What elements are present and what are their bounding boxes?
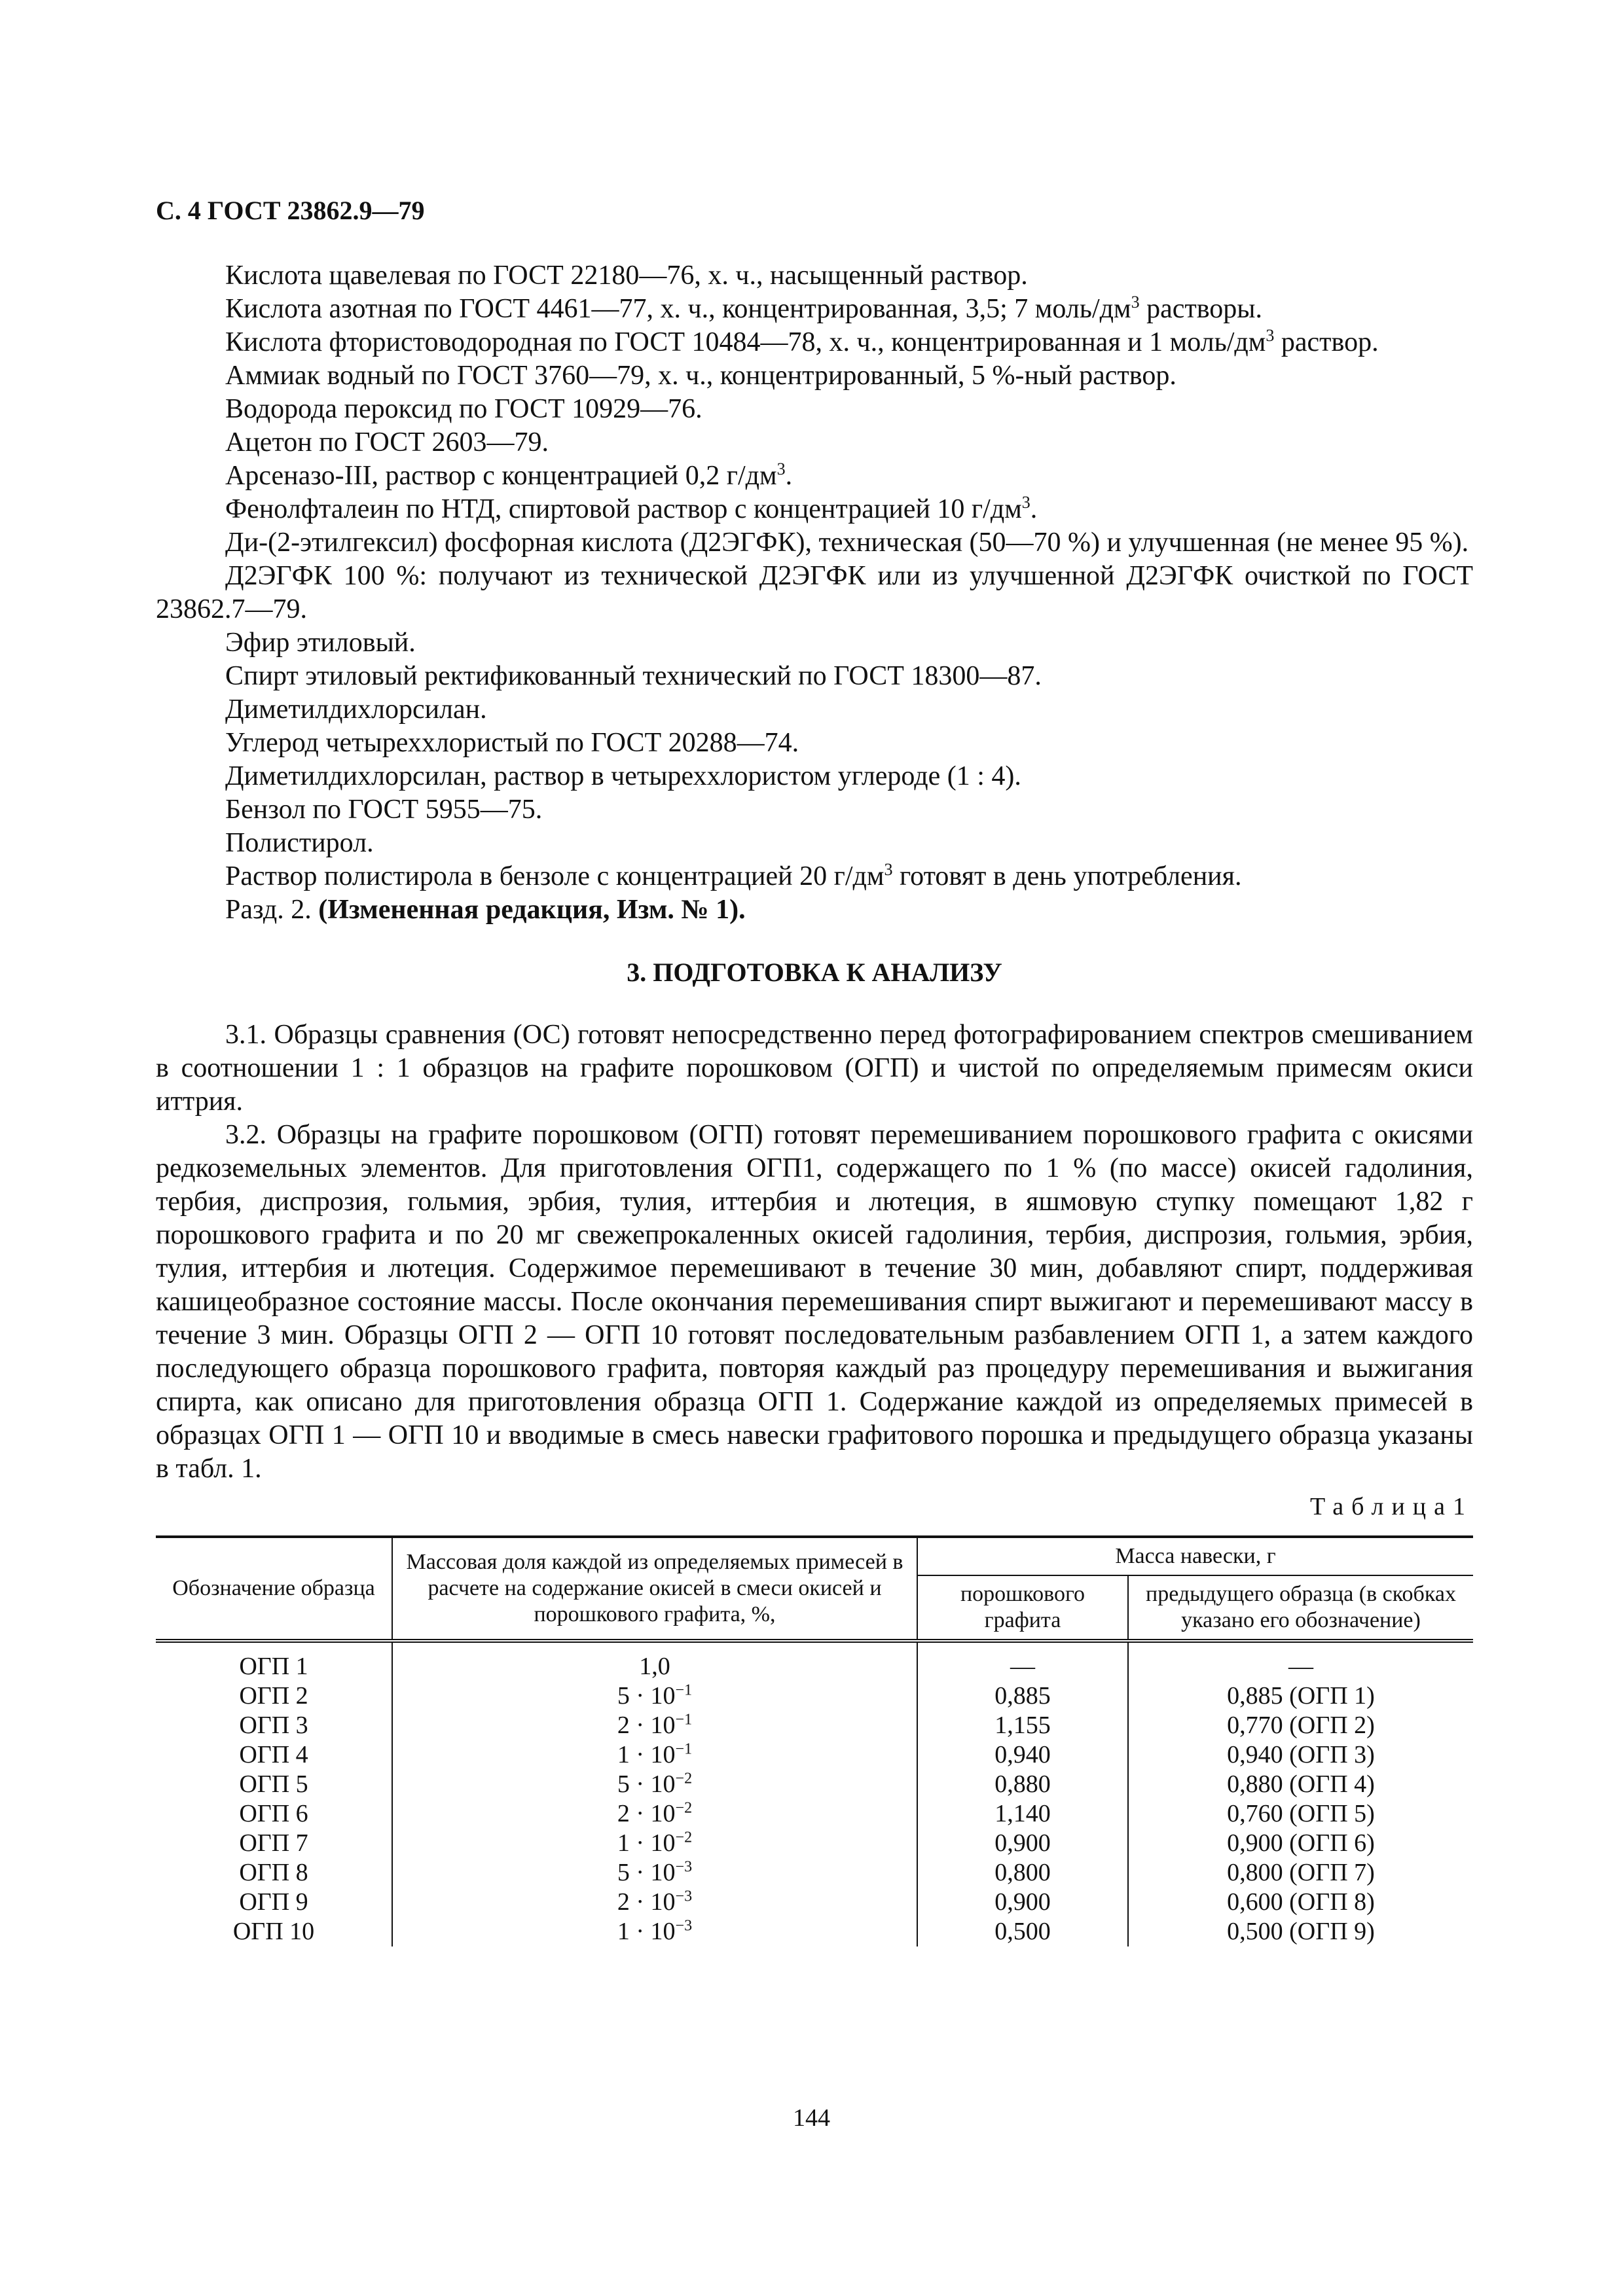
- cell-graphite-mass: 0,900: [917, 1888, 1128, 1917]
- superscript: 3: [1266, 326, 1275, 345]
- cell-previous-sample-mass: 0,880 (ОГП 4): [1128, 1770, 1473, 1799]
- reagent-text: Бензол по ГОСТ 5955—75.: [225, 795, 543, 825]
- cell-graphite-mass: 0,940: [917, 1740, 1128, 1770]
- reagent-text: Полистирол.: [225, 828, 374, 858]
- cell-graphite-mass: 1,140: [917, 1799, 1128, 1829]
- mass-fraction-base: 1 · 10: [617, 1829, 676, 1857]
- table-row: [156, 1829, 1473, 1858]
- mass-fraction-exponent: −1: [675, 1711, 693, 1729]
- mass-fraction-base: 1 · 10: [617, 1741, 676, 1768]
- superscript: 3: [884, 860, 893, 879]
- reagent-line: [156, 459, 1473, 493]
- mass-fraction-base: 2 · 10: [617, 1888, 676, 1916]
- reagent-text: растворы.: [1139, 294, 1262, 324]
- cell-mass-fraction: [392, 1829, 917, 1858]
- reagent-line: [156, 293, 1473, 326]
- cell-designation: ОГП 4: [239, 1741, 308, 1768]
- cell-previous-sample-mass: 0,600 (ОГП 8): [1128, 1888, 1473, 1917]
- mass-fraction-exponent: −3: [675, 1858, 693, 1876]
- reagent-text: раствор.: [1274, 327, 1379, 357]
- cell-mass-fraction: [392, 1917, 917, 1946]
- section-title: 3. ПОДГОТОВКА К АНАЛИЗУ: [627, 958, 1002, 987]
- cell-previous-sample-mass: 0,760 (ОГП 5): [1128, 1799, 1473, 1829]
- reagent-line: [156, 726, 1473, 760]
- reagents-list: [156, 259, 1473, 927]
- cell-designation: ОГП 3: [239, 1712, 308, 1739]
- mass-fraction-exponent: −2: [675, 1829, 693, 1846]
- mass-fraction-exponent: −3: [675, 1917, 693, 1935]
- table-row: [156, 1917, 1473, 1946]
- reagent-line: [156, 827, 1473, 860]
- cell-designation: ОГП 5: [239, 1770, 308, 1798]
- mass-fraction-base: 2 · 10: [617, 1712, 676, 1739]
- reagent-text: Д2ЭГФК 100 %: получают из технической Д2ЭГФК или из улучшенной Д2ЭГФК очисткой по ГОСТ 23862.7—79.: [156, 561, 1473, 624]
- reagent-text: Кислота азотная по ГОСТ 4461—77, х. ч., концентрированная, 3,5; 7 моль/дм: [225, 294, 1131, 324]
- paragraph-3-2: 3.2. Образцы на графите порошковом (ОГП) готовят перемешиванием порошкового графита с окисями редкоземельных элементов. Для приготовления ОГП1, содержащего по 1 % (по массе) окисей гадолиния, тербия, диспрозия, гольмия, эрбия, тулия, иттербия и лютеция, в яшмовую ступку помещают 1,82 г порошкового графита и по 20 мг свежепрокаленных окисей гадолиния, тербия, диспрозия, гольмия, эрбия, тулия, иттербия и лютеция. Содержимое перемешивают в течение 30 мин, добавляют спирт, поддерживая кашицеобразное состояние массы. После окончания перемешивания спирт выжигают и перемешивают массу в течение 3 мин. Образцы ОГП 2 — ОГП 10 готовят последовательным разбавлением ОГП 1, а затем каждого последующего образца порошкового графита, повторяя каждый раз процедуру перемешивания и выжигания спирта, как описано для приготовления образца ОГП 1. Содержание каждой из определяемых примесей в образцах ОГП 1 — ОГП 10 и вводимые в смесь навески графитового порошка и предыдущего образца указаны в табл. 1.: [156, 1120, 1473, 1484]
- cell-graphite-mass: 1,155: [917, 1711, 1128, 1740]
- reagent-text: готовят в день употребления.: [892, 861, 1242, 891]
- cell-mass-fraction: [392, 1770, 917, 1799]
- reagent-line: [156, 326, 1473, 359]
- mass-fraction-base: 5 · 10: [617, 1770, 676, 1798]
- samples-table: [156, 1535, 1473, 1946]
- superscript: 3: [776, 459, 786, 478]
- table-row: [156, 1858, 1473, 1888]
- cell-graphite-mass: 0,800: [917, 1858, 1128, 1888]
- reagent-text: .: [785, 461, 793, 491]
- cell-previous-sample-mass: 0,900 (ОГП 6): [1128, 1829, 1473, 1858]
- reagent-text: .: [1030, 494, 1038, 524]
- reagent-line: [156, 560, 1473, 626]
- cell-designation: ОГП 2: [239, 1682, 308, 1710]
- amendment-prefix: Разд. 2.: [225, 895, 319, 925]
- page-number: 144: [793, 2104, 830, 2132]
- table-row: [156, 1740, 1473, 1770]
- reagent-line: [156, 760, 1473, 793]
- cell-previous-sample-mass: 0,770 (ОГП 2): [1128, 1711, 1473, 1740]
- cell-graphite-mass: 0,900: [917, 1829, 1128, 1858]
- amendment-text: (Измененная редакция, Изм. № 1).: [318, 895, 746, 925]
- cell-mass-fraction: [392, 1681, 917, 1711]
- cell-graphite-mass: 0,880: [917, 1770, 1128, 1799]
- table-row: [156, 1711, 1473, 1740]
- table-row: [156, 1770, 1473, 1799]
- cell-previous-sample-mass: 0,940 (ОГП 3): [1128, 1740, 1473, 1770]
- reagent-text: Спирт этиловый ректификованный технический по ГОСТ 18300—87.: [225, 661, 1042, 691]
- reagent-line: [156, 693, 1473, 726]
- cell-graphite-mass: —: [917, 1641, 1128, 1681]
- table-caption: Таблица1: [1309, 1493, 1473, 1520]
- table-body: [156, 1641, 1473, 1946]
- cell-designation: ОГП 8: [239, 1859, 308, 1886]
- mass-fraction-base: 2 · 10: [617, 1800, 676, 1827]
- document-header: С. 4 ГОСТ 23862.9—79: [156, 196, 425, 225]
- reagent-line: [156, 493, 1473, 526]
- reagent-line: [156, 426, 1473, 459]
- reagent-text: Диметилдихлорсилан.: [225, 694, 487, 725]
- cell-graphite-mass: 0,500: [917, 1917, 1128, 1946]
- reagent-text: Кислота фтористоводородная по ГОСТ 10484—78, х. ч., концентрированная и 1 моль/дм: [225, 327, 1266, 357]
- mass-fraction-base: 1,0: [639, 1653, 670, 1680]
- reagent-text: Раствор полистирола в бензоле с концентрацией 20 г/дм: [225, 861, 884, 891]
- cell-designation: ОГП 6: [239, 1800, 308, 1827]
- reagent-line: [156, 860, 1473, 893]
- reagent-text: Водорода пероксид по ГОСТ 10929—76.: [225, 394, 702, 424]
- col-header-graphite: порошкового графита: [917, 1575, 1128, 1641]
- mass-fraction-exponent: −3: [675, 1888, 693, 1905]
- cell-graphite-mass: 0,885: [917, 1681, 1128, 1711]
- superscript: 3: [1021, 493, 1030, 512]
- cell-previous-sample-mass: 0,800 (ОГП 7): [1128, 1858, 1473, 1888]
- superscript: 3: [1131, 293, 1140, 312]
- col-header-designation: Обозначение образца: [156, 1537, 392, 1641]
- cell-designation: ОГП 1: [239, 1653, 308, 1680]
- mass-fraction-base: 1 · 10: [617, 1918, 676, 1945]
- table-row: [156, 1641, 1473, 1681]
- reagent-text: Арсеназо-III, раствор с концентрацией 0,2 г/дм: [225, 461, 777, 491]
- cell-mass-fraction: [392, 1740, 917, 1770]
- table-row: [156, 1681, 1473, 1711]
- reagent-text: Углерод четыреххлористый по ГОСТ 20288—74.: [225, 728, 799, 758]
- reagent-text: Аммиак водный по ГОСТ 3760—79, х. ч., концентрированный, 5 %-ный раствор.: [225, 361, 1176, 391]
- reagent-line: [156, 660, 1473, 693]
- reagent-line: [156, 626, 1473, 660]
- mass-fraction-base: 5 · 10: [617, 1682, 676, 1710]
- mass-fraction-exponent: −2: [675, 1770, 693, 1787]
- reagent-line: [156, 393, 1473, 426]
- document-page: [156, 194, 1473, 1946]
- col-header-previous: предыдущего образца (в скобках указано его обозначение): [1128, 1575, 1473, 1641]
- col-header-mass-fraction: Массовая доля каждой из определяемых примесей в расчете на содержание окисей в смеси окисей и порошкового графита, %,: [392, 1537, 917, 1641]
- amendment-note: [156, 893, 1473, 927]
- cell-mass-fraction: [392, 1858, 917, 1888]
- reagent-text: Диметилдихлорсилан, раствор в четыреххлористом углероде (1 : 4).: [225, 761, 1021, 791]
- cell-mass-fraction: [392, 1641, 917, 1681]
- reagent-text: Эфир этиловый.: [225, 628, 416, 658]
- paragraph-3-1: 3.1. Образцы сравнения (ОС) готовят непосредственно перед фотографированием спектров смешиванием в соотношении 1 : 1 образцов на графите порошковом (ОГП) и чистой по определяемым примесям окиси иттрия.: [156, 1020, 1473, 1117]
- cell-previous-sample-mass: 0,500 (ОГП 9): [1128, 1917, 1473, 1946]
- reagent-line: [156, 793, 1473, 827]
- reagent-text: Кислота щавелевая по ГОСТ 22180—76, х. ч., насыщенный раствор.: [225, 260, 1028, 291]
- reagent-text: Ди-(2-этилгексил) фосфорная кислота (Д2ЭГФК), техническая (50—70 %) и улучшенная (не менее 95 %).: [225, 528, 1469, 558]
- reagent-line: [156, 526, 1473, 560]
- cell-designation: ОГП 10: [232, 1918, 315, 1945]
- cell-designation: ОГП 9: [239, 1888, 308, 1916]
- mass-fraction-base: 5 · 10: [617, 1859, 676, 1886]
- cell-mass-fraction: [392, 1799, 917, 1829]
- table-row: [156, 1799, 1473, 1829]
- reagent-text: Ацетон по ГОСТ 2603—79.: [225, 427, 549, 457]
- reagent-line: [156, 359, 1473, 393]
- cell-designation: ОГП 7: [239, 1829, 308, 1857]
- mass-fraction-exponent: −1: [675, 1681, 693, 1699]
- cell-previous-sample-mass: —: [1128, 1641, 1473, 1681]
- reagent-line: [156, 259, 1473, 293]
- reagent-text: Фенолфталеин по НТД, спиртовой раствор с концентрацией 10 г/дм: [225, 494, 1022, 524]
- cell-mass-fraction: [392, 1711, 917, 1740]
- mass-fraction-exponent: −2: [675, 1799, 693, 1817]
- col-header-mass-group: Масса навески, г: [917, 1537, 1473, 1575]
- table-row: [156, 1888, 1473, 1917]
- cell-mass-fraction: [392, 1888, 917, 1917]
- cell-previous-sample-mass: 0,885 (ОГП 1): [1128, 1681, 1473, 1711]
- mass-fraction-exponent: −1: [675, 1740, 693, 1758]
